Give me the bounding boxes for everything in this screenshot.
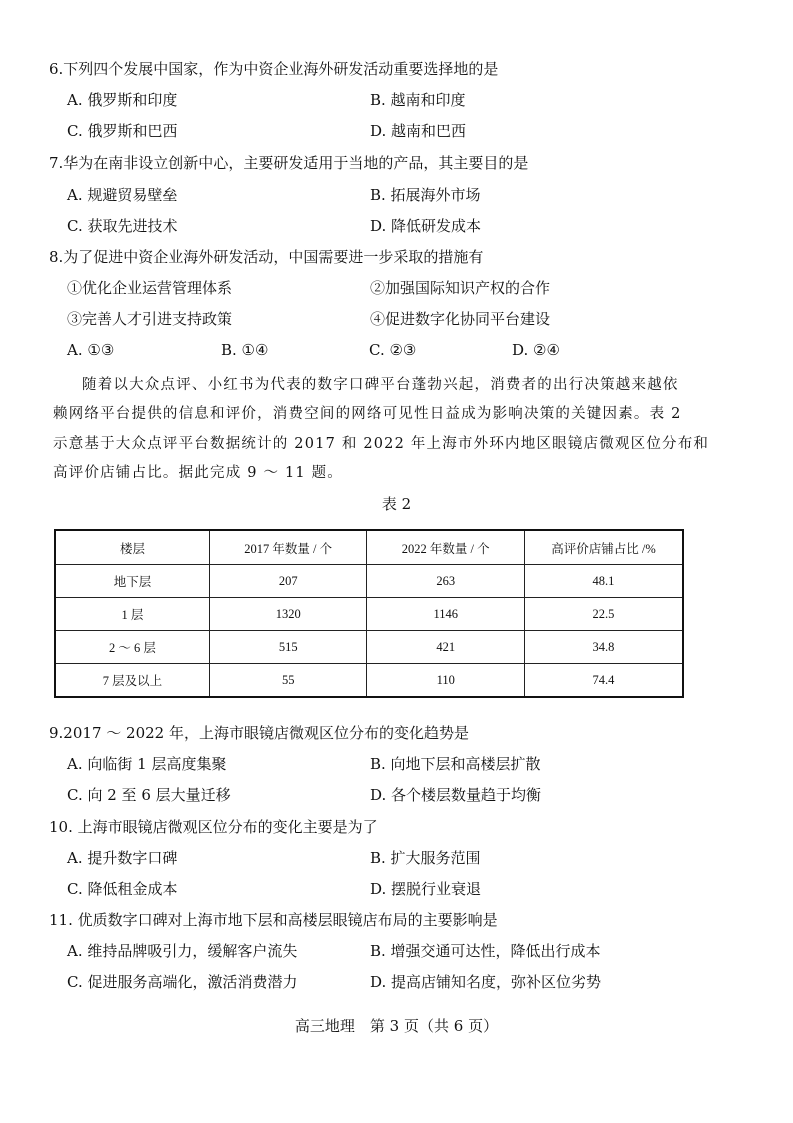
table-cell: 1 层 (55, 598, 209, 631)
question-11-option-b: B. 增强交通可达性，降低出行成本 (370, 942, 601, 960)
table-row (55, 565, 683, 598)
table-cell: 1146 (367, 598, 525, 631)
table-cell: 263 (367, 565, 525, 598)
question-8-option-d: D. ②④ (512, 341, 560, 359)
question-6-option-b: B. 越南和印度 (370, 91, 466, 109)
table-cell: 地下层 (55, 565, 209, 598)
question-10-stem: 10. 上海市眼镜店微观区位分布的变化主要是为了 (49, 818, 378, 836)
passage-line-1: 随着以大众点评、小红书为代表的数字口碑平台蓬勃兴起，消费者的出行决策越来越依 (82, 377, 679, 393)
question-9-option-a: A. 向临街 1 层高度集聚 (67, 755, 227, 773)
passage-line-3: 示意基于大众点评平台数据统计的 2017 和 2022 年上海市外环内地区眼镜店微观区位分布和 (53, 436, 710, 452)
question-6-option-d: D. 越南和巴西 (370, 122, 467, 140)
data-table (54, 529, 684, 698)
table-cell: 110 (367, 664, 525, 698)
table-cell: 55 (209, 664, 367, 698)
table-cell: 74.4 (524, 664, 683, 698)
question-6-option-a: A. 俄罗斯和印度 (67, 91, 178, 109)
table-cell: 22.5 (524, 598, 683, 631)
question-8-item-2: ②加强国际知识产权的合作 (370, 279, 551, 297)
table-row (55, 598, 683, 631)
passage-line-2: 赖网络平台提供的信息和评价，消费空间的网络可见性日益成为影响决策的关键因素。表 2 (53, 406, 682, 422)
question-8-option-b: B. ①④ (221, 341, 269, 359)
question-7-option-d: D. 降低研发成本 (370, 217, 482, 235)
table-header-cell: 2017 年数量 / 个 (209, 530, 367, 565)
table-row (55, 664, 683, 698)
table-cell: 515 (209, 631, 367, 664)
table-caption: 表 2 (381, 495, 412, 513)
table-row (55, 631, 683, 664)
table-cell: 1320 (209, 598, 367, 631)
question-10-option-a: A. 提升数字口碑 (67, 849, 178, 867)
question-9-option-b: B. 向地下层和高楼层扩散 (370, 755, 541, 773)
question-9-option-d: D. 各个楼层数量趋于均衡 (370, 786, 542, 804)
question-8-option-c: C. ②③ (369, 341, 417, 359)
question-7-option-b: B. 拓展海外市场 (370, 186, 481, 204)
table-cell: 7 层及以上 (55, 664, 209, 698)
table-cell: 207 (209, 565, 367, 598)
table-header-row (55, 530, 683, 565)
question-11-option-d: D. 提高店铺知名度，弥补区位劣势 (370, 973, 602, 991)
table-cell: 2 ～ 6 层 (55, 631, 209, 664)
table-header-cell: 2022 年数量 / 个 (367, 530, 525, 565)
question-11-stem: 11. 优质数字口碑对上海市地下层和高楼层眼镜店布局的主要影响是 (49, 911, 498, 929)
table-cell: 421 (367, 631, 525, 664)
table-cell: 34.8 (524, 631, 683, 664)
question-10-option-d: D. 摆脱行业衰退 (370, 880, 482, 898)
question-9-stem: 9.2017 ～ 2022 年，上海市眼镜店微观区位分布的变化趋势是 (49, 724, 469, 742)
question-7-option-a: A. 规避贸易壁垒 (67, 186, 178, 204)
table-header-cell: 高评价店铺占比 /% (524, 530, 683, 565)
table-cell: 48.1 (524, 565, 683, 598)
question-8-stem: 8.为了促进中资企业海外研发活动，中国需要进一步采取的措施有 (49, 248, 484, 266)
question-10-option-c: C. 降低租金成本 (67, 880, 178, 898)
question-10-option-b: B. 扩大服务范围 (370, 849, 481, 867)
page-footer: 高三地理 第 3 页（共 6 页） (294, 1017, 499, 1035)
question-6-option-c: C. 俄罗斯和巴西 (67, 122, 178, 140)
question-7-option-c: C. 获取先进技术 (67, 217, 178, 235)
question-8-item-4: ④促进数字化协同平台建设 (370, 310, 551, 328)
question-8-item-1: ①优化企业运营管理体系 (67, 279, 233, 297)
question-6-stem: 6.下列四个发展中国家，作为中资企业海外研发活动重要选择地的是 (49, 60, 499, 78)
question-8-item-3: ③完善人才引进支持政策 (67, 310, 233, 328)
question-8-option-a: A. ①③ (67, 341, 115, 359)
question-11-option-c: C. 促进服务高端化，激活消费潜力 (67, 973, 298, 991)
question-7-stem: 7.华为在南非设立创新中心，主要研发适用于当地的产品，其主要目的是 (49, 154, 529, 172)
question-9-option-c: C. 向 2 至 6 层大量迁移 (67, 786, 231, 804)
table-header-cell: 楼层 (55, 530, 209, 565)
question-11-option-a: A. 维持品牌吸引力，缓解客户流失 (67, 942, 298, 960)
passage-line-4: 高评价店铺占比。据此完成 9 ～ 11 题。 (53, 465, 344, 481)
